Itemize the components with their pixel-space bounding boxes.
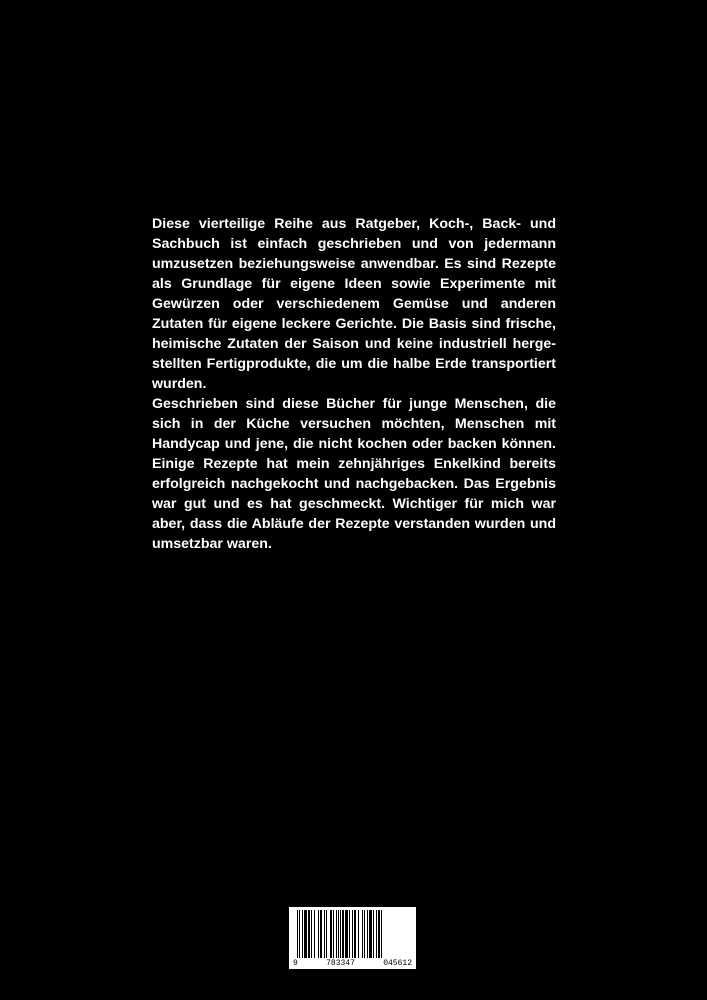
barcode-bar <box>330 910 332 958</box>
blurb-paragraph-2: Geschrieben sind diese Bücher für junge Menschen, die sich in der Küche versuchen möchten, Menschen mit Handycap und jene, die nicht kochen oder backen können. Einige Rezepte hat mein zehnjähriges Enkelkind bereits erfolgreich nachgekocht und nachgebacken. Das Ergebnis war gut und es hat geschmeckt. Wichtiger für mich war aber, dass die Abläufe der Rezepte verstanden wurden und umsetzbar waren. <box>152 396 556 552</box>
barcode-bar <box>342 910 344 958</box>
barcode-bar <box>338 910 339 958</box>
barcode-bar <box>345 910 348 958</box>
barcode-bar <box>358 910 359 958</box>
barcode-digits-left: 783347 <box>326 959 355 968</box>
barcode-bar <box>318 910 319 958</box>
barcode-bar <box>308 910 310 958</box>
barcode-digits <box>289 959 416 968</box>
barcode-bar <box>336 910 337 958</box>
barcode-bar <box>352 910 353 958</box>
barcode-bar <box>364 910 365 958</box>
barcode-bar <box>354 910 356 958</box>
barcode-bar <box>297 910 298 958</box>
barcode-bar <box>314 910 315 958</box>
barcode-bar <box>333 910 334 958</box>
barcode-bar <box>381 910 382 958</box>
barcode-bar <box>311 910 312 958</box>
barcode-bar <box>304 910 307 958</box>
barcode-bar <box>326 910 327 958</box>
barcode-bar <box>302 910 303 958</box>
barcode-bar <box>378 910 380 958</box>
barcode-bar <box>324 910 325 958</box>
barcode-bar <box>320 910 322 958</box>
back-cover-blurb <box>152 214 556 554</box>
barcode-digit-lead: 9 <box>293 959 298 968</box>
barcode-bar <box>362 910 363 958</box>
barcode-bar <box>367 910 368 958</box>
barcode-bar <box>340 910 341 958</box>
barcode-digits-right: 045612 <box>383 959 412 968</box>
barcode-bar <box>349 910 350 958</box>
isbn-barcode <box>289 907 416 969</box>
barcode-bar <box>369 910 372 958</box>
blurb-paragraph-1: Diese vierteilige Reihe aus Ratgeber, Koch-, Back- und Sachbuch ist einfach geschrieben und von jedermann umzusetzen beziehungsweise anwendbar. Es sind Rezepte als Grundlage für eigene Ideen sowie Experimente mit Gewürzen oder verschiedenem Gemüse und anderen Zutaten für eigene leckere Gerichte. Die Basis sind frische, heimische Zutaten der Saison und keine industriell hergestellten Fertigprodukte, die um die halbe Erde transportiert wurden. <box>152 216 556 392</box>
barcode-bar <box>376 910 377 958</box>
barcode-bar <box>299 910 300 958</box>
barcode-bar <box>373 910 374 958</box>
